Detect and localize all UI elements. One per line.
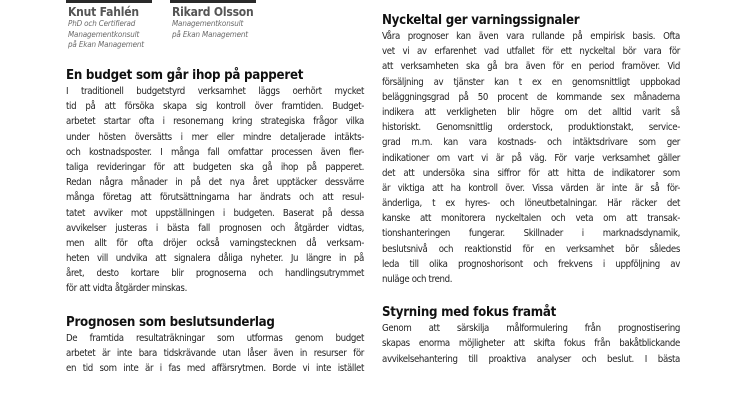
section-body bbox=[66, 84, 364, 297]
author-role-line: PhD och Certifierad bbox=[68, 19, 136, 28]
body-line: Våra prognoser kan även vara rullande på empirisk basis. Ofta bbox=[382, 31, 680, 42]
author-photo-strip-1 bbox=[66, 0, 152, 3]
body-line: taliga revideringar för att budgeten ska gå ihop på papperet. bbox=[66, 161, 364, 173]
body-line: indikera att verkligheten blir högre om det alltid varit så bbox=[382, 106, 680, 118]
section-heading: Prognosen som beslutsunderlag bbox=[66, 314, 275, 330]
body-line: nuläge och trend. bbox=[382, 274, 453, 285]
author-name: Rikard Olsson bbox=[172, 5, 254, 19]
section-heading: En budget som går ihop på papperet bbox=[66, 68, 304, 83]
body-line: tid på att försöka skapa sig kontroll över framtiden. Budget- bbox=[66, 101, 364, 113]
body-line: avvikelsehantering till proaktiva analyser och beslut. I bästa bbox=[382, 353, 680, 365]
body-line: många företag att förutsättningarna har ändrats och att resul- bbox=[66, 192, 364, 204]
body-line: försäljning av tjänster kan t ex en genomsnittligt uppbokad bbox=[382, 76, 680, 88]
section-body bbox=[382, 29, 680, 287]
body-line: att verksamheten ska gå bra även för en period framöver. Vid bbox=[382, 61, 680, 73]
body-line: Redan några månader in på det nya året upptäcker dessvärre bbox=[66, 177, 364, 189]
body-line: skapas enorma möjligheter att skifta fokus från bakåtblickande bbox=[382, 338, 680, 350]
body-line: är viktiga att ha kontroll över. Vissa värden är inte är så för- bbox=[382, 182, 680, 194]
right-column bbox=[382, 12, 680, 367]
body-line: för att vidta åtgärder minskas. bbox=[66, 283, 187, 295]
section-heading: Styrning med fokus framåt bbox=[382, 305, 557, 321]
body-line: änderliga, t ex hyres- och löneutbetalningar. Här räcker det bbox=[382, 198, 680, 210]
body-line: men allt för ofta dröjer också varningstecknen då verksam- bbox=[66, 237, 364, 249]
body-line: tionshanteringen fungerar. Skillnader i marknadsdynamik, bbox=[382, 228, 680, 240]
author-card-2 bbox=[172, 5, 254, 40]
body-line: avvikelser justeras i bästa fall prognosen och åtgärder vidtas, bbox=[66, 222, 364, 234]
author-photo-strip-2 bbox=[170, 0, 256, 3]
body-line: grad m.m. kan vara kostnads- och intäktsdrivare som ger bbox=[382, 137, 680, 149]
body-line: I traditionell budgetstyrd verksamhet läggs oerhört mycket bbox=[66, 86, 364, 97]
body-line: historiskt. Genomsnittlig orderstock, produktionstakt, service- bbox=[382, 122, 680, 134]
body-line: en tid som inte är i fas med affärsrytmen. Borde vi inte istället bbox=[66, 363, 364, 374]
author-role-line: på Ekan Management bbox=[68, 40, 144, 49]
section-heading: Nyckeltal ger varningssignaler bbox=[382, 13, 580, 28]
body-line: indikationer om vart vi är på väg. För varje verksamhet gäller bbox=[382, 152, 680, 164]
section-body bbox=[382, 321, 680, 367]
body-line: beslutsnivå och reaktionstid för en verksamhet bör således bbox=[382, 243, 680, 255]
body-line: året, desto kortare blir prognoserna och handlingsutrymmet bbox=[66, 268, 364, 280]
body-line: arbetet är inte bara tidskrävande utan låser även in resurser för bbox=[66, 347, 364, 359]
left-column bbox=[66, 67, 364, 376]
author-role-line: Managementkonsult bbox=[172, 19, 244, 28]
body-line: och kostnadsposter. I många fall omfattar processen även fler- bbox=[66, 146, 364, 158]
section-body bbox=[66, 331, 364, 377]
body-line: vet vi av erfarenhet vad utfallet för ett nyckeltal bör vara för bbox=[382, 46, 680, 58]
author-name: Knut Fahlén bbox=[68, 5, 139, 19]
body-line: kanske att monitorera nyckeltalen och veta om att transak- bbox=[382, 213, 680, 225]
author-card-1 bbox=[68, 5, 144, 51]
body-line: beläggningsgrad på 50 procent de kommande sex månaderna bbox=[382, 91, 680, 103]
body-line: tatet avviker mot uppställningen i budgeten. Baserat på dessa bbox=[66, 207, 364, 219]
body-line: heten vill undvika att signalera dåliga nyheter. Ju längre in på bbox=[66, 253, 364, 265]
body-line: Genom att särskilja målformulering från prognostisering bbox=[382, 323, 680, 335]
body-line: leda till olika prognoshorisont och frekvens i uppföljning av bbox=[382, 258, 680, 270]
body-line: arbetet startar ofta i resonemang kring strategiska frågor vilka bbox=[66, 116, 364, 128]
author-role-line: på Ekan Management bbox=[172, 29, 248, 39]
body-line: under hösten översätts i mer eller mindre detaljerade intäkts- bbox=[66, 131, 364, 143]
body-line: De framtida resultaträkningar som utformas genom budget bbox=[66, 332, 364, 344]
body-line: det att undersöka sina siffror för att hitta de indikatorer som bbox=[382, 167, 680, 179]
author-role-line: Managementkonsult bbox=[68, 29, 140, 39]
